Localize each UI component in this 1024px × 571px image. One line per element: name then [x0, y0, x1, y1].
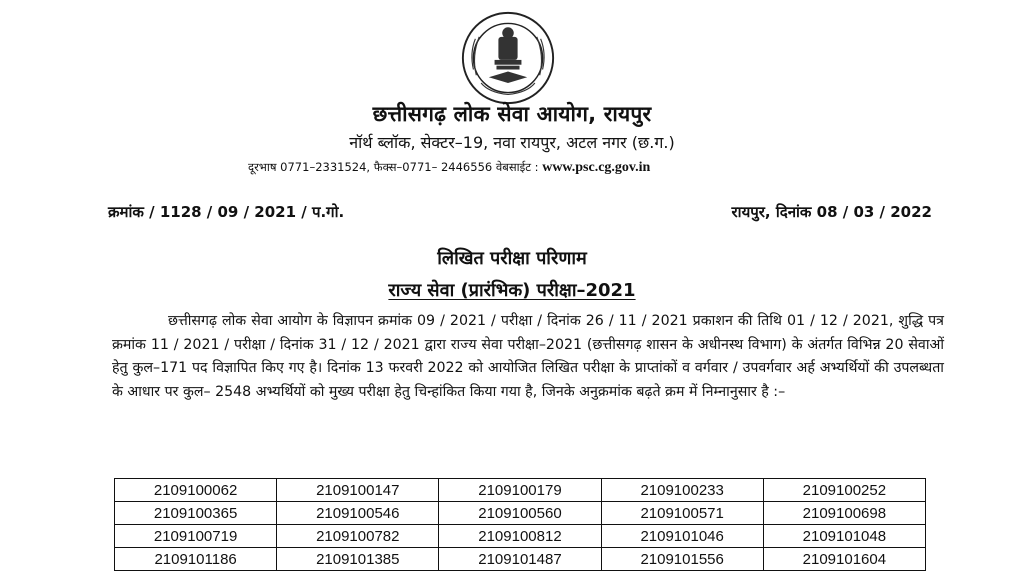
reference-number: क्रमांक / 1128 / 09 / 2021 / प.गो. [108, 203, 345, 221]
roll-number-cell: 2109100252 [763, 479, 925, 502]
roll-number-cell: 2109101487 [439, 548, 601, 571]
roll-number-cell: 2109100179 [439, 479, 601, 502]
roll-number-cell: 2109101604 [763, 548, 925, 571]
roll-number-cell: 2109100147 [277, 479, 439, 502]
table-row [115, 502, 926, 525]
roll-number-cell: 2109100233 [601, 479, 763, 502]
contact-line [248, 160, 838, 176]
document-subtitle: राज्य सेवा (प्रारंभिक) परीक्षा–2021 [388, 280, 636, 301]
table-row [115, 548, 926, 571]
roll-number-cell: 2109100812 [439, 525, 601, 548]
roll-number-cell: 2109100062 [115, 479, 277, 502]
roll-number-cell: 2109100782 [277, 525, 439, 548]
organization-name: छत्तीसगढ़ लोक सेवा आयोग, रायपुर [372, 102, 652, 126]
body-paragraph: छत्तीसगढ़ लोक सेवा आयोग के विज्ञापन क्रमांक 09 / 2021 / परीक्षा / दिनांक 26 / 11 / 2021 प्रकाशन की तिथि 01 / 12 / 2021, शुद्धि पत्र क्रमांक 11 / 2021 / परीक्षा / दिनांक 31 / 12 / 2021 द्वारा राज्य सेवा परीक्षा–2021 (छत्तीसगढ़ शासन के अधीनस्थ विभाग) के अंतर्गत विभिन्न 20 सेवाओं हेतु कुल–171 पद विज्ञापित किए गए है। दिनांक 13 फरवरी 2022 को आयोजित लिखित परीक्षा के प्राप्तांकों व वर्गवार / उपवर्गवार अर्ह अभ्यर्थियों की उपलब्धता के आधार पर कुल– 2548 अभ्यर्थियों को मुख्य परीक्षा हेतु चिन्हांकित किया गया है, जिनके अनुक्रमांक बढ़ते क्रम में निम्नानुसार है :– [112, 313, 944, 401]
chhattisgarh-psc-emblem-icon [460, 10, 556, 106]
phone-fax-label: दूरभाष 0771–2331524, फैक्स–0771– 2446556 वेबसाईट : [248, 160, 539, 174]
organization-address: नॉर्थ ब्लॉक, सेक्टर–19, नवा रायपुर, अटल नगर (छ.ग.) [349, 133, 675, 152]
roll-number-cell: 2109101186 [115, 548, 277, 571]
table-row [115, 525, 926, 548]
roll-number-table [114, 478, 926, 571]
website-link[interactable]: www.psc.cg.gov.in [542, 160, 651, 175]
roll-number-cell: 2109101556 [601, 548, 763, 571]
roll-number-cell: 2109100365 [115, 502, 277, 525]
roll-number-cell: 2109101048 [763, 525, 925, 548]
roll-number-cell: 2109101046 [601, 525, 763, 548]
roll-number-cell: 2109100698 [763, 502, 925, 525]
document-title: लिखित परीक्षा परिणाम [437, 248, 587, 269]
roll-number-cell: 2109100719 [115, 525, 277, 548]
table-row [115, 479, 926, 502]
issue-date: रायपुर, दिनांक 08 / 03 / 2022 [731, 203, 932, 221]
roll-number-cell: 2109101385 [277, 548, 439, 571]
roll-number-cell: 2109100571 [601, 502, 763, 525]
roll-number-cell: 2109100546 [277, 502, 439, 525]
roll-number-cell: 2109100560 [439, 502, 601, 525]
